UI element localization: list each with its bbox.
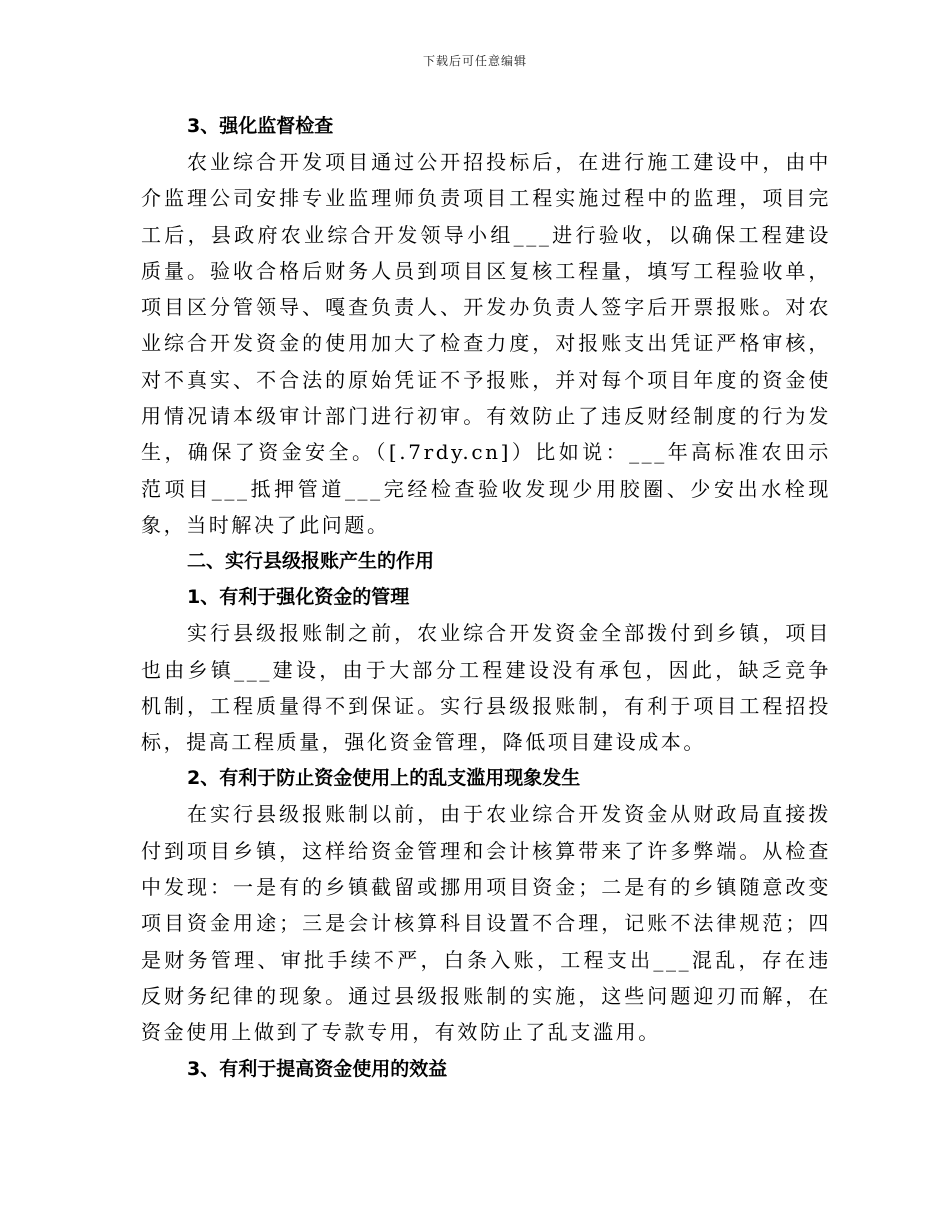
paragraph-fund-management: 实行县级报账制之前，农业综合开发资金全部拨付到乡镇，项目也由乡镇___建设，由于大部分工程建设没有承包，因此，缺乏竞争机制，工程质量得不到保证。实行县级报账制，有利于项目工程招投标，提高工程质量，强化资金管理，降低项目建设成本。 xyxy=(141,621,831,755)
document-body xyxy=(141,108,831,1087)
section-heading-efficiency: 3、有利于提高资金使用的效益 xyxy=(187,1057,448,1080)
page-header-note: 下载后可任意编辑 xyxy=(422,54,527,68)
section-heading-strengthen-supervision: 3、强化监督检查 xyxy=(187,115,334,137)
section-heading-prevent-misuse: 2、有利于防止资金使用上的乱支滥用现象发生 xyxy=(187,767,581,790)
section-heading-effects: 二、实行县级报账产生的作用 xyxy=(187,550,435,573)
paragraph-prevent-misuse: 在实行县级报账制以前，由于农业综合开发资金从财政局直接拨付到项目乡镇，这样给资金管理和会计核算带来了许多弊端。从检查中发现：一是有的乡镇截留或挪用项目资金；二是有的乡镇随意改变项目资金用途；三是会计核算科目设置不合理，记账不法律规范；四是财务管理、审批手续不严，白条入账，工程支出___混乱，存在违反财务纪律的现象。通过县级报账制的实施，这些问题迎刃而解，在资金使用上做到了专款专用，有效防止了乱支滥用。 xyxy=(141,802,831,1045)
section-heading-fund-management: 1、有利于强化资金的管理 xyxy=(187,586,410,609)
paragraph-supervision: 农业综合开发项目通过公开招投标后，在进行施工建设中，由中介监理公司安排专业监理师负责项目工程实施过程中的监理，项目完工后，县政府农业综合开发领导小组___进行验收，以确保工程建设质量。验收合格后财务人员到项目区复核工程量，填写工程验收单，项目区分管领导、嘎查负责人、开发办负责人签字后开票报账。对农业综合开发资金的使用加大了检查力度，对报账支出凭证严格审核，对不真实、不合法的原始凭证不予报账，并对每个项目年度的资金使用情况请本级审计部门进行初审。有效防止了违反财经制度的行为发生，确保了资金安全。（[.7rdy.cn]）比如说：___年高标准农田示范项目___抵押管道___完经检查验收发现少用胶圈、少安出水栓现象，当时解决了此问题。 xyxy=(141,150,831,537)
